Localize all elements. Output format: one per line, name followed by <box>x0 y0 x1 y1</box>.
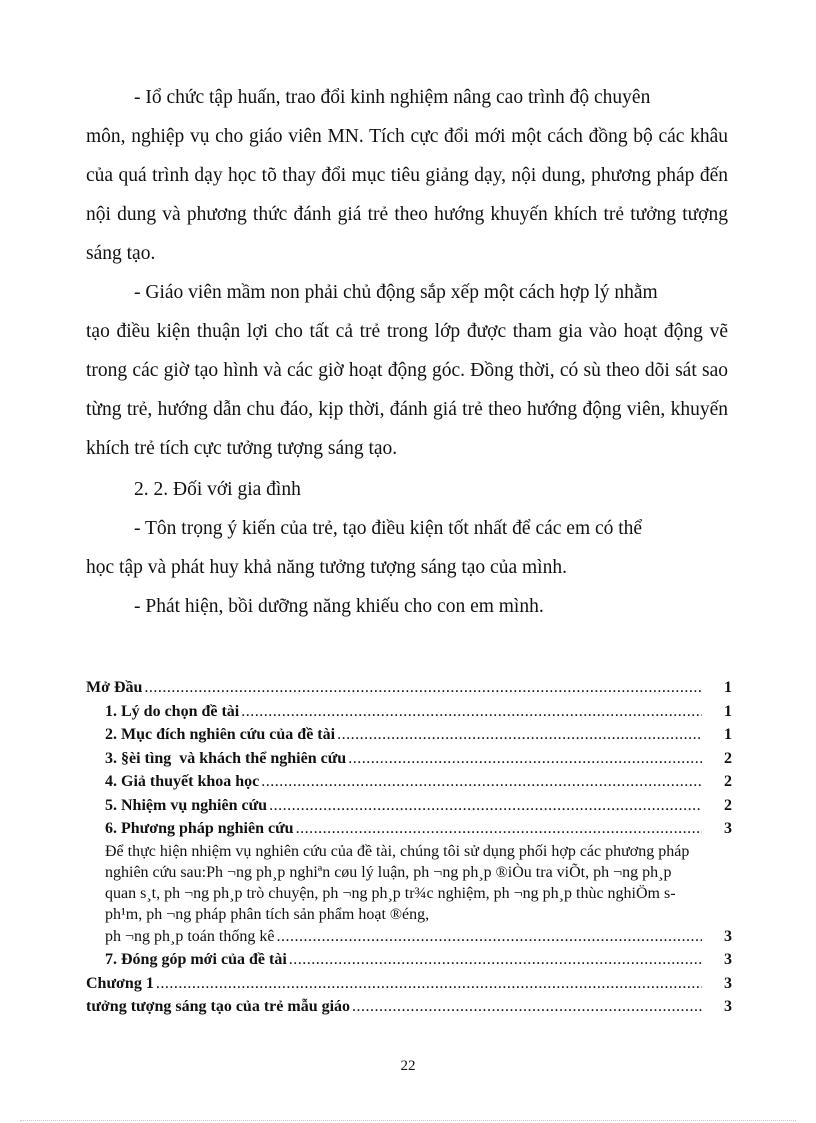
toc-leader <box>348 747 702 771</box>
toc-row-hypothesis[interactable] <box>86 770 732 794</box>
toc-row-contribution[interactable] <box>86 948 732 972</box>
table-of-contents <box>86 676 732 1019</box>
toc-leader <box>269 794 702 818</box>
toc-row-methods-end[interactable] <box>86 925 732 949</box>
toc-leader <box>261 770 702 794</box>
page-number: 22 <box>400 1058 416 1074</box>
toc-label: Chương 1 <box>86 974 154 992</box>
toc-page: 1 <box>724 726 732 743</box>
toc-page: 3 <box>724 974 732 992</box>
paragraph-training <box>86 78 728 273</box>
toc-row-tasks[interactable] <box>86 794 732 818</box>
toc-page: 3 <box>724 998 732 1015</box>
toc-leader <box>337 723 702 747</box>
toc-page: 1 <box>724 702 732 720</box>
paragraph-talent <box>86 587 728 626</box>
toc-row-purpose[interactable] <box>86 723 732 747</box>
toc-methods-description: Để thực hiện nhiệm vụ nghiên cứu của đề tài, chúng tôi sử dụng phối hợp các phương pháp nghiên cứu sau:Ph ¬ng ph¸p nghiªn cøu lý luận, ph ¬ng ph¸p ®iÒu tra viÕt, ph ¬ng ph¸p quan s¸t, ph ¬ng ph¸p trò chuyện, ph ¬ng ph¸p tr¾c nghiệm, ph ¬ng ph¸p thùc nghiÖm s ph¹m, ph ¬ng pháp phân tích sản phẩm hoạt ®éng, <box>105 842 690 923</box>
paragraph-respect-rest: học tập và phát huy khả năng tưởng tượng sáng tạo của mình. <box>86 557 567 578</box>
toc-leader <box>289 948 702 972</box>
toc-leader <box>296 817 702 841</box>
toc-label: ph ¬ng ph¸p toán thống kê <box>105 927 275 945</box>
toc-page: 2 <box>724 749 732 767</box>
paragraph-talent-text: - Phát hiện, bồi dưỡng năng khiếu cho con em mình. <box>134 596 544 617</box>
toc-label: 4. Giả thuyết khoa học <box>105 773 260 790</box>
toc-row-reason[interactable] <box>86 700 732 724</box>
toc-leader <box>276 925 702 949</box>
paragraph-teachers-rest: tạo điều kiện thuận lợi cho tất cả trẻ trong lớp được tham gia vào hoạt động vẽ trong các giờ tạo hình và các giờ hoạt động góc. Đồng thời, có sù theo dõi sát sao từng trẻ, hướng dẫn chu đáo, kịp thời, đánh giá trẻ theo hướng động viên, khuyến khích trẻ tích cực tưởng tượng sáng tạo. <box>86 321 728 459</box>
paragraph-training-first-line: - Iổ chức tập huấn, trao đổi kinh nghiệm nâng cao trình độ chuyên <box>134 87 651 108</box>
toc-leader <box>241 700 702 724</box>
toc-page: 3 <box>724 951 732 968</box>
toc-label: tưởng tượng sáng tạo của trẻ mẫu giáo <box>86 998 351 1015</box>
paragraph-training-rest: môn, nghiệp vụ cho giáo viên MN. Tích cực đổi mới một cách đồng bộ các khâu của quá trình dạy học tõ thay đổi mục tiêu giảng dạy, nội dung, phương pháp đến nội dung và phương thức đánh giá trẻ theo hướng khuyến khích trẻ tưởng tượng sáng tạo. <box>86 126 728 264</box>
toc-row-methods[interactable] <box>86 817 732 841</box>
paragraph-respect <box>86 509 728 587</box>
toc-leader <box>352 995 702 1019</box>
toc-page: 2 <box>724 796 732 814</box>
toc-page: 3 <box>724 820 732 837</box>
paragraph-teachers <box>86 273 728 468</box>
page-bottom-border <box>20 1120 796 1121</box>
toc-page: 3 <box>724 927 732 945</box>
toc-label: 5. Nhiệm vụ nghiên cứu <box>105 796 268 814</box>
toc-row-intro[interactable] <box>86 676 732 700</box>
toc-page: 1 <box>724 679 732 696</box>
toc-row-imagination[interactable] <box>86 995 732 1019</box>
toc-page: 2 <box>724 773 732 790</box>
toc-row-chapter-1[interactable] <box>86 972 732 996</box>
toc-label: 2. Mục đích nghiên cứu của đề tài <box>105 726 336 743</box>
paragraph-respect-first-line: - Tôn trọng ý kiến của trẻ, tạo điều kiện tốt nhất để các em có thể <box>134 518 643 539</box>
section-heading-family: 2. 2. Đối với gia đình <box>134 479 301 500</box>
toc-label: 3. §èi tìng và khách thể nghiên cứu <box>105 749 347 767</box>
paragraph-teachers-first-line: - Giáo viên mầm non phải chủ động sắp xếp một cách hợp lý nhằm <box>134 282 658 303</box>
toc-row-subject[interactable] <box>86 747 732 771</box>
toc-leader <box>156 972 702 996</box>
toc-label: Mở Đầu <box>86 679 143 696</box>
toc-label: 1. Lý do chọn đề tài <box>105 702 240 720</box>
toc-leader <box>144 676 702 700</box>
toc-label: 6. Phương pháp nghiên cứu <box>105 820 294 837</box>
toc-label: 7. Đóng góp mới của đề tài <box>105 951 287 968</box>
